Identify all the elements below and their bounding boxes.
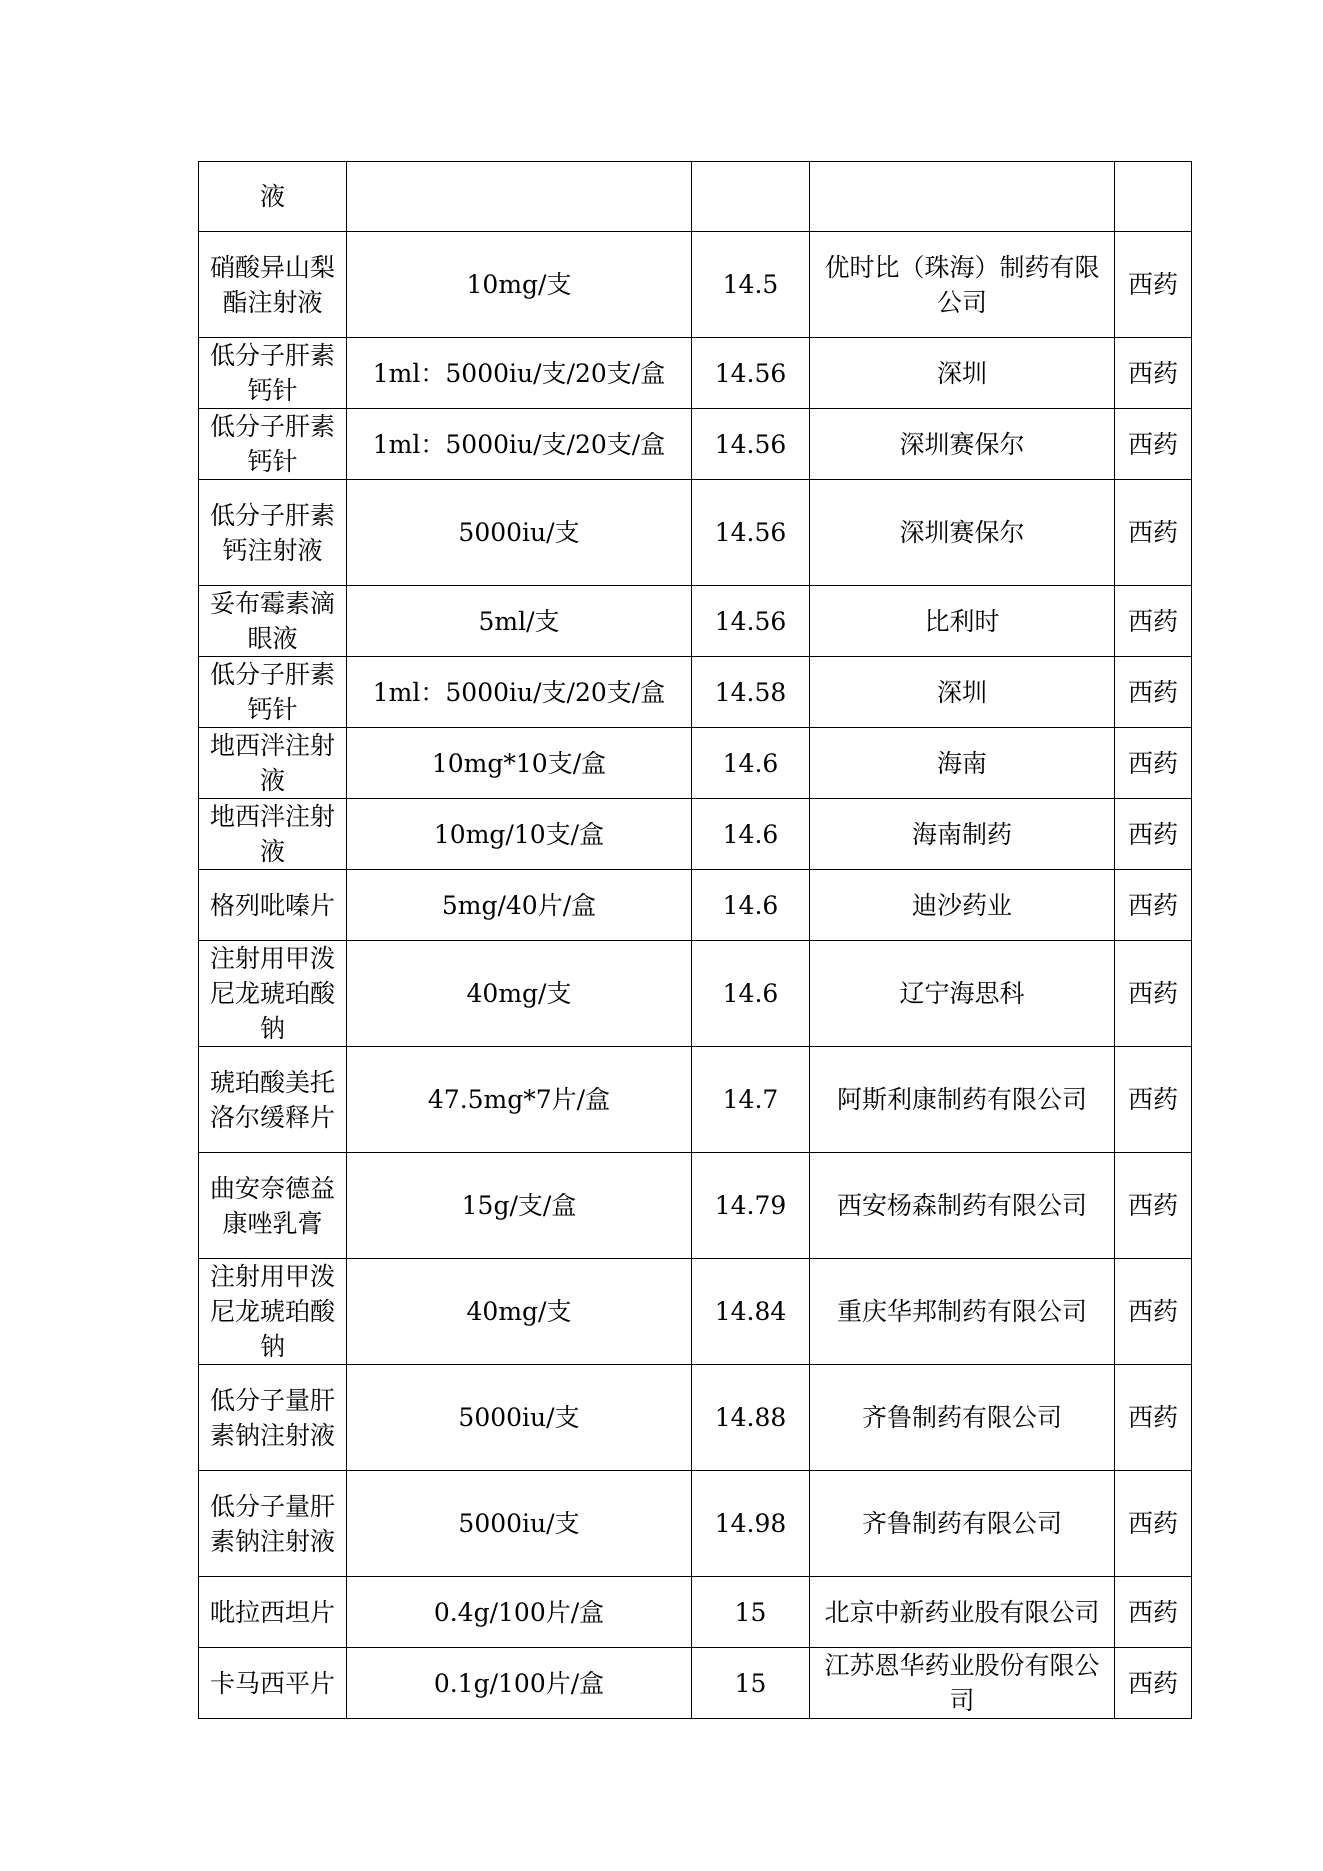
type-cell: 西药: [1115, 1648, 1192, 1719]
drug-name-cell: 卡马西平片: [199, 1648, 347, 1719]
type-cell: 西药: [1115, 1471, 1192, 1577]
table-row: [199, 1577, 1192, 1648]
spec-cell: 5ml/支: [347, 586, 692, 657]
spec-cell: 5000iu/支: [347, 1471, 692, 1577]
manufacturer-cell: 北京中新药业股有限公司: [810, 1577, 1115, 1648]
price-cell: 14.6: [692, 799, 810, 870]
spec-cell: 5000iu/支: [347, 1365, 692, 1471]
spec-cell: 0.4g/100片/盒: [347, 1577, 692, 1648]
price-cell: 14.6: [692, 870, 810, 941]
type-cell: 西药: [1115, 1259, 1192, 1365]
table-row: [199, 728, 1192, 799]
price-cell: 14.7: [692, 1047, 810, 1153]
spec-cell: 5000iu/支: [347, 480, 692, 586]
spec-cell: 15g/支/盒: [347, 1153, 692, 1259]
spec-cell: 10mg*10支/盒: [347, 728, 692, 799]
manufacturer-cell: 齐鲁制药有限公司: [810, 1471, 1115, 1577]
drug-name-cell: 格列吡嗪片: [199, 870, 347, 941]
drug-name-cell: 注射用甲泼尼龙琥珀酸钠: [199, 941, 347, 1047]
spec-cell: 10mg/10支/盒: [347, 799, 692, 870]
manufacturer-cell: [810, 162, 1115, 232]
spec-cell: [347, 162, 692, 232]
table-row: [199, 1047, 1192, 1153]
drug-name-cell: 低分子肝素钙针: [199, 409, 347, 480]
spec-cell: 1ml：5000iu/支/20支/盒: [347, 338, 692, 409]
price-cell: 14.79: [692, 1153, 810, 1259]
table-row: [199, 338, 1192, 409]
manufacturer-cell: 深圳: [810, 338, 1115, 409]
price-cell: 14.56: [692, 338, 810, 409]
table-row: [199, 1365, 1192, 1471]
price-cell: 14.56: [692, 480, 810, 586]
drug-name-cell: 注射用甲泼尼龙琥珀酸钠: [199, 1259, 347, 1365]
drug-name-cell: 低分子量肝素钠注射液: [199, 1471, 347, 1577]
type-cell: 西药: [1115, 338, 1192, 409]
type-cell: 西药: [1115, 409, 1192, 480]
manufacturer-cell: 海南: [810, 728, 1115, 799]
table-row: [199, 232, 1192, 338]
table-row: [199, 480, 1192, 586]
type-cell: 西药: [1115, 728, 1192, 799]
manufacturer-cell: 齐鲁制药有限公司: [810, 1365, 1115, 1471]
price-cell: 14.5: [692, 232, 810, 338]
manufacturer-cell: 深圳: [810, 657, 1115, 728]
drug-name-cell: 低分子量肝素钠注射液: [199, 1365, 347, 1471]
price-cell: 14.88: [692, 1365, 810, 1471]
drug-name-cell: 液: [199, 162, 347, 232]
drug-name-cell: 地西泮注射液: [199, 728, 347, 799]
type-cell: 西药: [1115, 232, 1192, 338]
manufacturer-cell: 阿斯利康制药有限公司: [810, 1047, 1115, 1153]
spec-cell: 10mg/支: [347, 232, 692, 338]
table-row: [199, 657, 1192, 728]
price-cell: 14.56: [692, 409, 810, 480]
type-cell: 西药: [1115, 799, 1192, 870]
manufacturer-cell: 江苏恩华药业股份有限公司: [810, 1648, 1115, 1719]
table-row: [199, 409, 1192, 480]
type-cell: 西药: [1115, 1365, 1192, 1471]
spec-cell: 1ml：5000iu/支/20支/盒: [347, 657, 692, 728]
price-cell: 14.56: [692, 586, 810, 657]
table-row: [199, 586, 1192, 657]
type-cell: 西药: [1115, 657, 1192, 728]
manufacturer-cell: 深圳赛保尔: [810, 409, 1115, 480]
manufacturer-cell: 深圳赛保尔: [810, 480, 1115, 586]
drug-name-cell: 吡拉西坦片: [199, 1577, 347, 1648]
table-row: [199, 1259, 1192, 1365]
table-row: [199, 1153, 1192, 1259]
spec-cell: 1ml：5000iu/支/20支/盒: [347, 409, 692, 480]
type-cell: 西药: [1115, 1577, 1192, 1648]
drug-name-cell: 曲安奈德益康唑乳膏: [199, 1153, 347, 1259]
drug-name-cell: 地西泮注射液: [199, 799, 347, 870]
table-row: [199, 870, 1192, 941]
price-cell: 14.6: [692, 941, 810, 1047]
type-cell: 西药: [1115, 1153, 1192, 1259]
table-row: [199, 162, 1192, 232]
drug-name-cell: 硝酸异山梨酯注射液: [199, 232, 347, 338]
price-cell: 14.84: [692, 1259, 810, 1365]
drug-name-cell: 低分子肝素钙注射液: [199, 480, 347, 586]
type-cell: 西药: [1115, 870, 1192, 941]
drug-name-cell: 低分子肝素钙针: [199, 657, 347, 728]
manufacturer-cell: 辽宁海思科: [810, 941, 1115, 1047]
drug-price-table: [198, 161, 1192, 1719]
spec-cell: 40mg/支: [347, 941, 692, 1047]
price-cell: 15: [692, 1648, 810, 1719]
type-cell: 西药: [1115, 1047, 1192, 1153]
drug-name-cell: 琥珀酸美托洛尔缓释片: [199, 1047, 347, 1153]
table-body: [199, 162, 1192, 1719]
type-cell: 西药: [1115, 480, 1192, 586]
table-row: [199, 799, 1192, 870]
manufacturer-cell: 海南制药: [810, 799, 1115, 870]
type-cell: 西药: [1115, 941, 1192, 1047]
manufacturer-cell: 比利时: [810, 586, 1115, 657]
price-cell: [692, 162, 810, 232]
price-cell: 14.6: [692, 728, 810, 799]
spec-cell: 0.1g/100片/盒: [347, 1648, 692, 1719]
price-cell: 14.98: [692, 1471, 810, 1577]
type-cell: [1115, 162, 1192, 232]
type-cell: 西药: [1115, 586, 1192, 657]
manufacturer-cell: 迪沙药业: [810, 870, 1115, 941]
manufacturer-cell: 优时比（珠海）制药有限公司: [810, 232, 1115, 338]
table-row: [199, 1471, 1192, 1577]
drug-name-cell: 妥布霉素滴眼液: [199, 586, 347, 657]
price-cell: 14.58: [692, 657, 810, 728]
spec-cell: 40mg/支: [347, 1259, 692, 1365]
manufacturer-cell: 西安杨森制药有限公司: [810, 1153, 1115, 1259]
spec-cell: 47.5mg*7片/盒: [347, 1047, 692, 1153]
price-cell: 15: [692, 1577, 810, 1648]
manufacturer-cell: 重庆华邦制药有限公司: [810, 1259, 1115, 1365]
table-row: [199, 1648, 1192, 1719]
drug-name-cell: 低分子肝素钙针: [199, 338, 347, 409]
spec-cell: 5mg/40片/盒: [347, 870, 692, 941]
table-row: [199, 941, 1192, 1047]
